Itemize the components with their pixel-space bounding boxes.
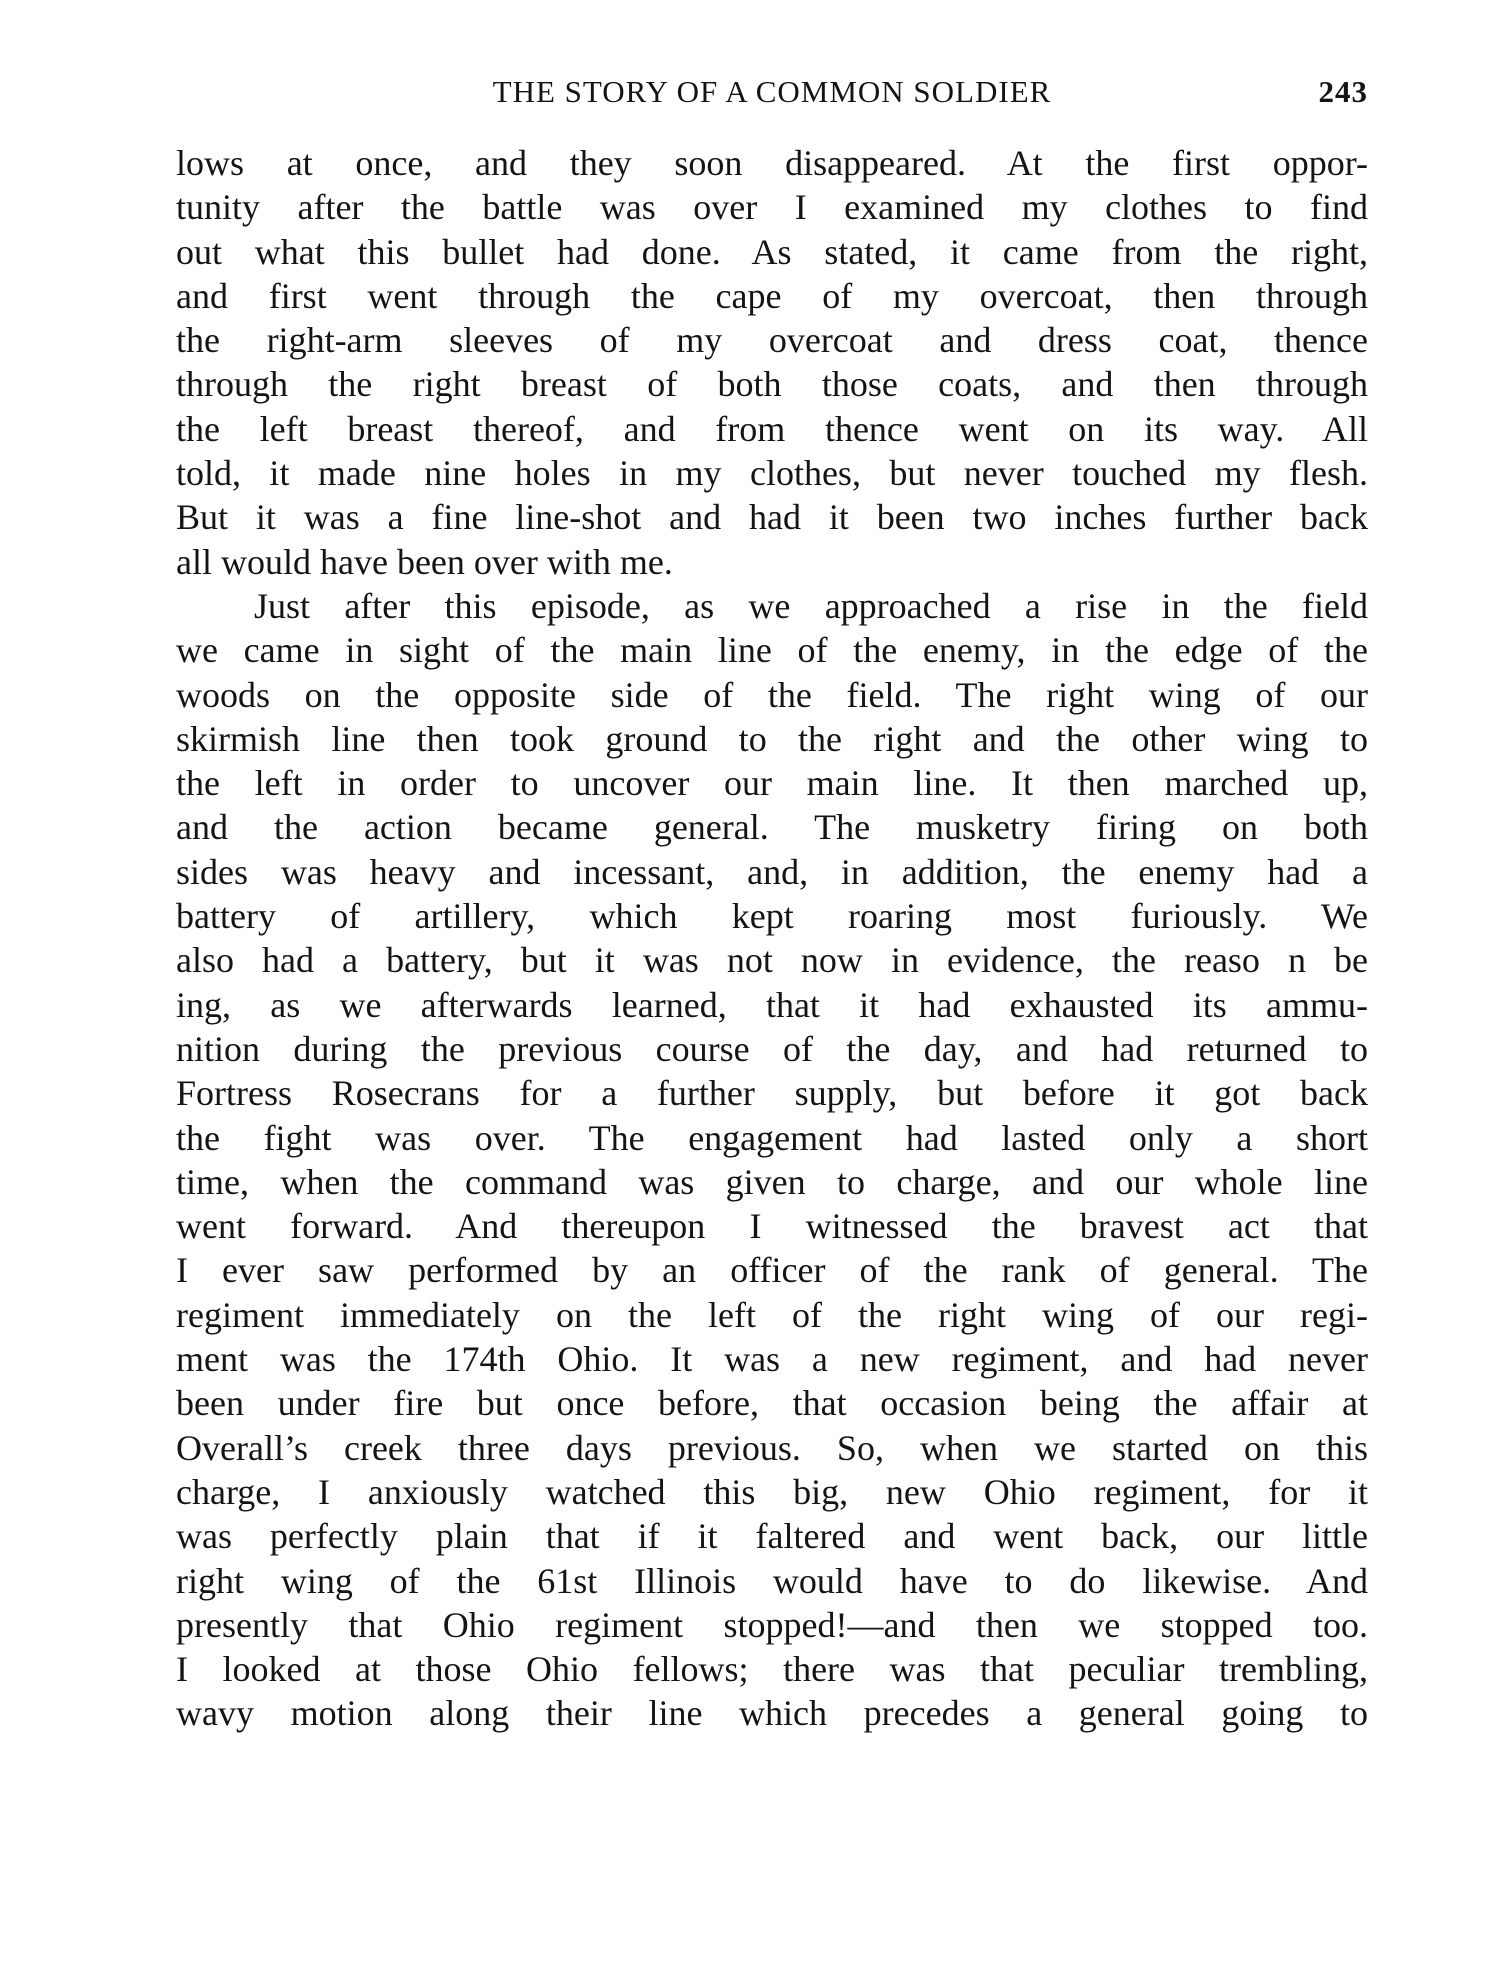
text-line: we came in sight of the main line of the enemy, in the edge of the — [176, 630, 1368, 671]
text-line: regiment immediately on the left of the right wing of our regi- — [176, 1294, 1368, 1335]
text-line: the fight was over. The engagement had lasted only a short — [176, 1117, 1368, 1158]
text-line: and the action became general. The musketry firing on both — [176, 807, 1368, 848]
running-head — [176, 74, 1368, 114]
page-number: 243 — [1318, 74, 1368, 109]
paragraph-2 — [176, 584, 1368, 1736]
text-line: sides was heavy and incessant, and, in addition, the enemy had a — [176, 851, 1368, 892]
text-line: battery of artillery, which kept roaring most furiously. We — [176, 896, 1368, 937]
text-line: But it was a fine line-shot and had it been two inches further back — [176, 497, 1368, 538]
text-line: the left breast thereof, and from thence went on its way. All — [176, 408, 1368, 449]
text-line: tunity after the battle was over I examined my clothes to find — [176, 187, 1368, 228]
text-line: time, when the command was given to charge, and our whole line — [176, 1161, 1368, 1202]
text-line: wavy motion along their line which precedes a general going to — [176, 1693, 1368, 1734]
text-line: ing, as we afterwards learned, that it had exhausted its ammu- — [176, 984, 1368, 1025]
text-line: lows at once, and they soon disappeared. At the first oppor- — [176, 143, 1368, 183]
text-line: was perfectly plain that if it faltered and went back, our little — [176, 1516, 1368, 1557]
running-title: THE STORY OF A COMMON SOLDIER — [492, 74, 1052, 109]
text-line: and first went through the cape of my overcoat, then through — [176, 275, 1368, 316]
text-line: charge, I anxiously watched this big, new Ohio regiment, for it — [176, 1471, 1368, 1512]
text-line: the right-arm sleeves of my overcoat and dress coat, thence — [176, 320, 1368, 361]
text-line: skirmish line then took ground to the right and the other wing to — [176, 718, 1368, 759]
text-line: woods on the opposite side of the field. The right wing of our — [176, 674, 1368, 715]
text-line: Overall’s creek three days previous. So, when we started on this — [176, 1427, 1368, 1468]
text-line: Just after this episode, as we approached a rise in the field — [254, 585, 1368, 626]
body-text — [176, 141, 1368, 1736]
text-line: also had a battery, but it was not now in evidence, the reaso n be — [176, 940, 1368, 981]
text-line: out what this bullet had done. As stated, it came from the right, — [176, 231, 1368, 272]
text-line: Fortress Rosecrans for a further supply, but before it got back — [176, 1073, 1368, 1114]
text-line: nition during the previous course of the day, and had returned to — [176, 1028, 1368, 1069]
text-line: right wing of the 61st Illinois would have to do likewise. And — [176, 1560, 1368, 1601]
text-line: presently that Ohio regiment stopped!—and then we stopped too. — [176, 1604, 1368, 1645]
text-line: told, it made nine holes in my clothes, but never touched my flesh. — [176, 453, 1368, 494]
text-line: went forward. And thereupon I witnessed the bravest act that — [176, 1206, 1368, 1247]
text-line: through the right breast of both those coats, and then through — [176, 364, 1368, 405]
text-line: I looked at those Ohio fellows; there was that peculiar trembling, — [176, 1649, 1368, 1690]
text-line: ment was the 174th Ohio. It was a new regiment, and had never — [176, 1339, 1368, 1380]
text-line: all would have been over with me. — [176, 541, 673, 582]
text-line: I ever saw performed by an officer of the rank of general. The — [176, 1250, 1368, 1291]
text-line: the left in order to uncover our main line. It then marched up, — [176, 763, 1368, 804]
text-line: been under fire but once before, that occasion being the affair at — [176, 1383, 1368, 1424]
paragraph-1 — [176, 141, 1368, 584]
